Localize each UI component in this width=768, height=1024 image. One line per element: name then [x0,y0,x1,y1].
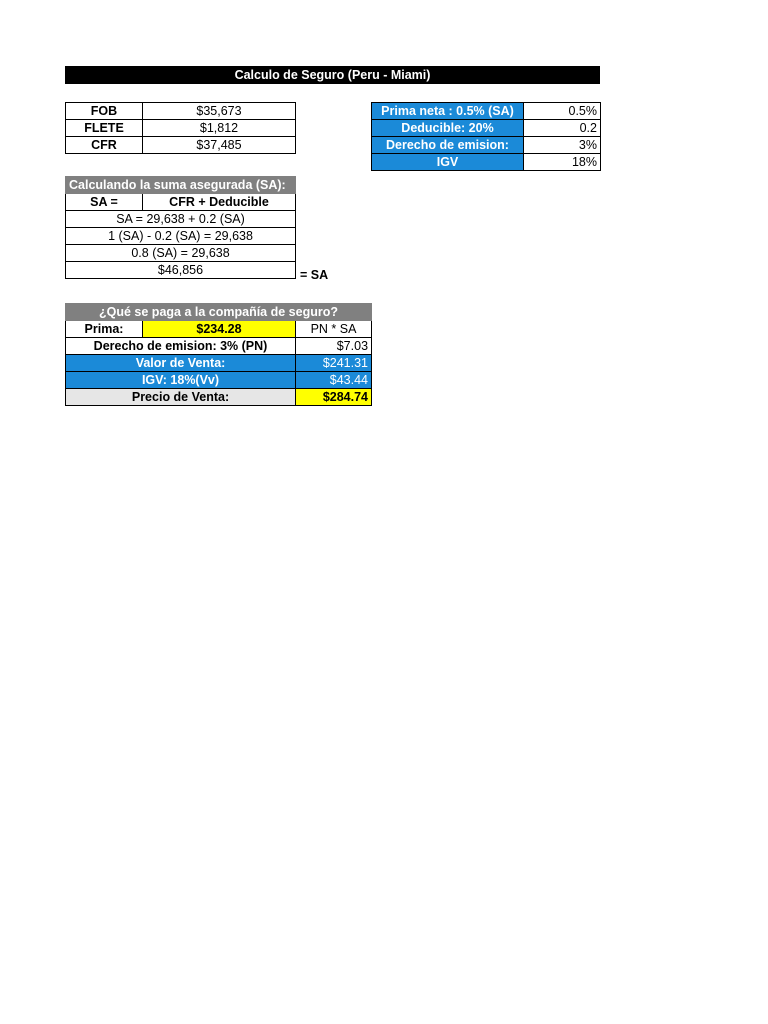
table-row [66,321,372,338]
table-row [66,355,372,372]
values-table [65,102,296,154]
valor-venta-label[interactable]: Valor de Venta: [66,355,296,372]
derecho-value[interactable]: $7.03 [296,338,372,355]
prima-value[interactable]: $234.28 [143,321,296,338]
sa-calc-header: Calculando la suma asegurada (SA): [66,177,296,194]
table-row [372,103,601,120]
valor-venta-value[interactable]: $241.31 [296,355,372,372]
fob-value[interactable]: $35,673 [143,103,296,120]
table-row [66,177,296,194]
table-row [66,304,372,321]
cfr-label[interactable]: CFR [66,137,143,154]
igv-vv-label[interactable]: IGV: 18%(Vv) [66,372,296,389]
table-row [66,194,296,211]
sa-formula-cell[interactable]: CFR + Deducible [143,194,296,211]
prima-label[interactable]: Prima: [66,321,143,338]
fob-label[interactable]: FOB [66,103,143,120]
prima-formula[interactable]: PN * SA [296,321,372,338]
table-row [66,137,296,154]
deducible-label[interactable]: Deducible: 20% [372,120,524,137]
precio-venta-value[interactable]: $284.74 [296,389,372,406]
table-row [372,137,601,154]
prima-neta-value[interactable]: 0.5% [524,103,601,120]
flete-label[interactable]: FLETE [66,120,143,137]
table-row [372,120,601,137]
table-row [66,245,296,262]
sa-result[interactable]: $46,856 [66,262,296,279]
table-row [66,120,296,137]
table-row [66,372,372,389]
igv-label[interactable]: IGV [372,154,524,171]
sa-step-3[interactable]: 0.8 (SA) = 29,638 [66,245,296,262]
deducible-value[interactable]: 0.2 [524,120,601,137]
table-row [372,154,601,171]
igv-vv-value[interactable]: $43.44 [296,372,372,389]
prima-neta-label[interactable]: Prima neta : 0.5% (SA) [372,103,524,120]
payment-header: ¿Qué se paga a la compañía de seguro? [66,304,372,321]
table-row [66,262,296,279]
precio-venta-label[interactable]: Precio de Venta: [66,389,296,406]
flete-value[interactable]: $1,812 [143,120,296,137]
table-row [66,103,296,120]
table-row [66,338,372,355]
derecho-emision-label[interactable]: Derecho de emision: [372,137,524,154]
igv-value[interactable]: 18% [524,154,601,171]
payment-table [65,303,372,406]
rates-table [371,102,601,171]
sheet-title: Calculo de Seguro (Peru - Miami) [65,66,600,84]
derecho-emision-value[interactable]: 3% [524,137,601,154]
derecho-label[interactable]: Derecho de emision: 3% (PN) [66,338,296,355]
table-row [66,211,296,228]
sa-label-cell[interactable]: SA = [66,194,143,211]
sa-result-note: = SA [300,268,329,282]
table-row [66,228,296,245]
sa-step-1[interactable]: SA = 29,638 + 0.2 (SA) [66,211,296,228]
sa-calc-table [65,176,296,279]
cfr-value[interactable]: $37,485 [143,137,296,154]
table-row [66,389,372,406]
sa-step-2[interactable]: 1 (SA) - 0.2 (SA) = 29,638 [66,228,296,245]
